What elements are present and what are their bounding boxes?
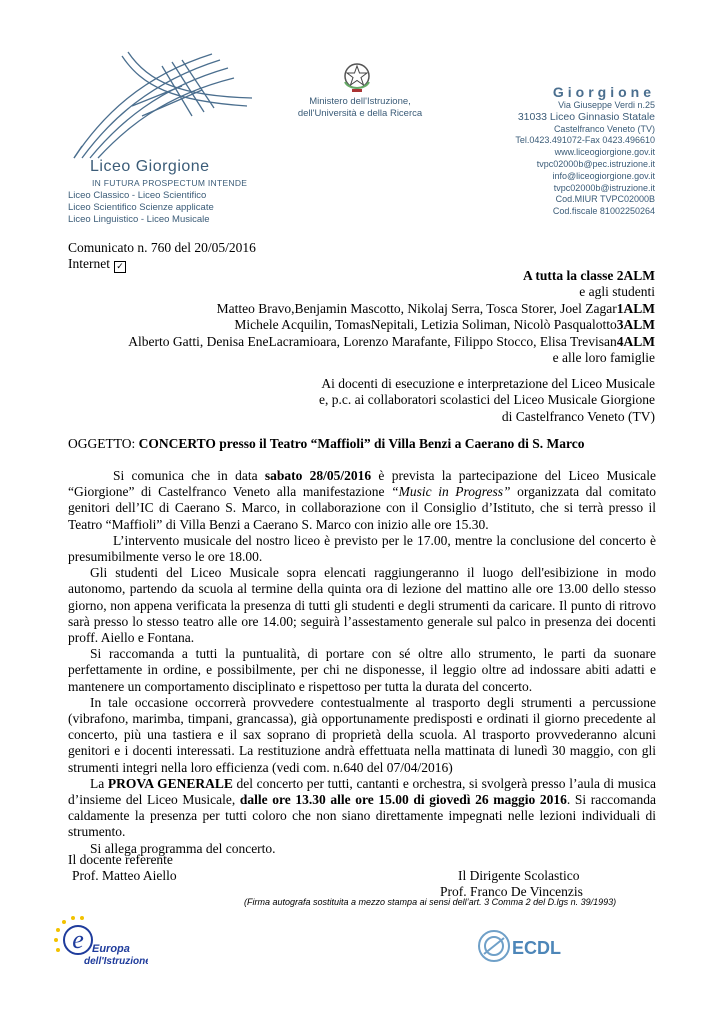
signature-note: (Firma autografa sostituita a mezzo stampa ai sensi dell’art. 3 Comma 2 del D.lgs n. 39/1993) bbox=[244, 897, 617, 907]
school-name: Giorgione bbox=[552, 84, 655, 100]
school-line: Liceo Linguistico - Liceo Musicale bbox=[68, 214, 210, 225]
teacher-recipients: Ai docenti di esecuzione e interpretazione del Liceo Musicale e, p.c. ai collaboratori scolastici del Liceo Musicale Giorgione di Castelfranco Veneto (TV) bbox=[318, 376, 655, 424]
recipients: A tutta la classe 2ALM e agli studenti Matteo Bravo,Benjamin Mascotto, Nikolaj Serra, Tosca Storer, Joel Zagar1ALM Michele Acquilin, TomasNepitali, Letizia Soliman, Nicolò Pasqualotto3ALM Alberto Gatti, Denisa EneLacramioara, Lorenzo Marafante, Filippo Stocco, Elisa Trevisan4ALM e alle loro famiglie bbox=[128, 268, 655, 366]
svg-text:Europa: Europa bbox=[92, 943, 130, 955]
ministry-name: Ministero dell'Istruzione, dell'Università e della Ricerca bbox=[297, 96, 423, 119]
paragraph: L’intervento musicale del nostro liceo è previsto per le 17.00, mentre la conclusione del concerto è presumibilmente verso le ore 18.00. bbox=[68, 532, 656, 565]
subject-line: OGGETTO: CONCERTO presso il Teatro “Maffioli” di Villa Benzi a Caerano di S. Marco bbox=[68, 436, 585, 451]
svg-text:dell'Istruzione: dell'Istruzione bbox=[84, 956, 148, 967]
paragraph: La PROVA GENERALE del concerto per tutti, cantanti e orchestra, si svolgerà presso l’aula di musica d’insieme del Liceo Musicale, dalle ore 13.30 alle ore 15.00 di giovedì 26 maggio 2016. Si raccomanda caldamente la presenza per tutti coloro che non siano direttamente impegnati nelle lezioni individuali di strumento. bbox=[68, 775, 656, 840]
paragraph: Si comunica che in data sabato 28/05/2016 è prevista la partecipazione del Liceo Musicale “Giorgione” di Castelfranco Veneto alla manifestazione “Music in Progress” organizzata dal comitato genitori dell’IC di Caerano S. Marco, in collaborazione con il Consiglio d’Istituto, che si terrà presso il Teatro “Maffioli” di Villa Benzi a Caerano S. Marco con inizio alle ore 15.30. bbox=[68, 468, 656, 532]
communication-channel: Internet bbox=[68, 256, 110, 271]
checkbox-icon: ✓ bbox=[114, 261, 126, 273]
info-email-link[interactable]: info@liceogiorgione.gov.it bbox=[552, 170, 655, 181]
paragraph: In tale occasione occorrerà provvedere contestualmente al trasporto degli strumenti a percussione (vibrafono, marimba, timpani, grancassa), già opportunamente predisposti e ordinati il giorno precedente al concerto, più una tastiera e il sax soprano di proprietà della scuola. Al trasporto provvederanno alcuni genitori e i docenti interessati. La restituzione andrà effettuata nella mattinata di lunedì 30 maggio, con gli strumenti integri nella loro efficienza (vedi com. n.640 del 07/04/2016) bbox=[68, 694, 656, 775]
subject-text: CONCERTO presso il Teatro “Maffioli” di Villa Benzi a Caerano di S. Marco bbox=[138, 436, 585, 451]
student-group: Michele Acquilin, TomasNepitali, Letizia Soliman, Nicolò Pasqualotto3ALM bbox=[234, 317, 655, 333]
communication-number: Comunicato n. 760 del 20/05/2016 bbox=[68, 240, 256, 255]
referent-signature: Il docente referente Prof. Matteo Aiello bbox=[68, 852, 177, 883]
paragraph: Gli studenti del Liceo Musicale sopra elencati raggiungeranno il luogo dell'esibizione in modo autonomo, partendo da scuola al termine della quinta ora di lezione del mattino alle ore 13.00 dello stesso giorno, non appena verificata la presenza di tutti gli studenti e degli strumenti da caricare. Il punto di ritrovo sarà presso lo stesso teatro alle ore 14.00; seguirà l’assestamento generale sul palco in presenza dei docenti proff. Aiello e Fontana. bbox=[68, 565, 656, 646]
pec-email-link[interactable]: tvpc02000b@pec.istruzione.it bbox=[536, 158, 655, 169]
class-recipient: A tutta la classe 2ALM bbox=[523, 268, 655, 283]
school-line: Liceo Scientifico Scienze applicate bbox=[68, 202, 214, 213]
logo-name: Liceo Giorgione bbox=[90, 158, 210, 175]
principal-signature: Il Dirigente Scolastico Prof. Franco De Vincenzis bbox=[440, 868, 583, 899]
school-address: Giorgione Via Giuseppe Verdi n.25 31033 Liceo Ginnasio Statale Castelfranco Veneto (TV) Tel.0423.491072-Fax 0423.496610 www.liceogiorgione.gov.it tvpc02000b@pec.istruzione.it info@liceogiorgione.gov.it tvpc02000b@istruzione.it Cod.MIUR TVPC02000B Cod.fiscale 81002250264 bbox=[515, 84, 655, 217]
school-list bbox=[68, 190, 214, 226]
school-line: Liceo Classico - Liceo Scientifico bbox=[68, 190, 207, 201]
europa-istruzione-logo bbox=[48, 912, 148, 977]
student-group: Matteo Bravo,Benjamin Mascotto, Nikolaj Serra, Tosca Storer, Joel Zagar1ALM bbox=[216, 300, 655, 316]
student-group: Alberto Gatti, Denisa EneLacramioara, Lorenzo Marafante, Filippo Stocco, Elisa Trevisan4ALM bbox=[128, 333, 655, 349]
logo-motto: IN FUTURA PROSPECTUM INTENDE bbox=[92, 178, 248, 188]
istruzione-email-link[interactable]: tvpc02000b@istruzione.it bbox=[553, 182, 655, 193]
paragraph: Si allega programma del concerto. bbox=[90, 840, 276, 856]
svg-text:ECDL: ECDL bbox=[512, 938, 561, 958]
website-link[interactable]: www.liceogiorgione.gov.it bbox=[554, 147, 655, 158]
italian-emblem-icon bbox=[341, 60, 373, 99]
ecdl-logo bbox=[476, 924, 566, 973]
eu-mark: e bbox=[72, 925, 84, 954]
logo-lines-icon bbox=[62, 46, 262, 166]
letter-body bbox=[68, 468, 656, 857]
paragraph: Si raccomanda a tutti la puntualità, di portare con sé oltre allo strumento, le parti da suonare perfettamente in ordine, e possibilmente, per chi ne disponesse, il leggio oltre ad indossare abiti adatti e mantenere un comportamento disciplinato e rispettoso per tutta la durata del concerto. bbox=[68, 646, 656, 694]
